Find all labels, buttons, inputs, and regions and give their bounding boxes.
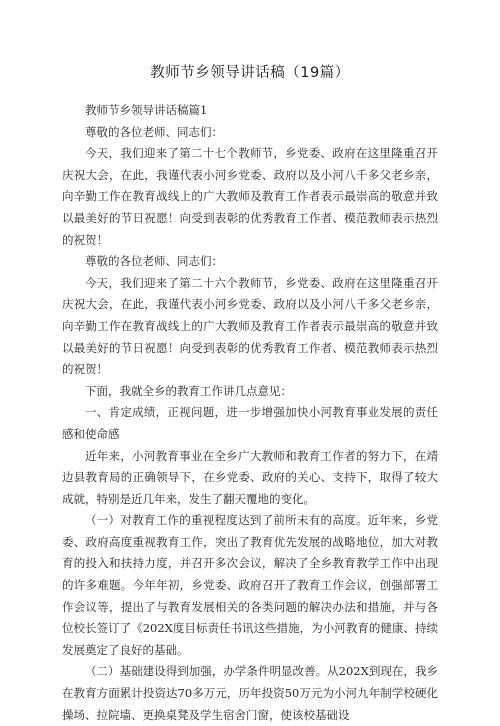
body-paragraph: 下面，我就全乡的教育工作讲几点意见： (85, 383, 292, 398)
document-title: 教师节乡领导讲话稿（19篇） (150, 65, 350, 81)
numbered-heading: 一、肯定成绩，正视问题，进一步增强加快小河教育事业发展的责任感和使命感 (62, 405, 438, 441)
body-paragraph: 今天，我们迎来了第二十六个教师节，乡党委、政府在这里隆重召开庆祝大会，在此，我谨代表小河乡党委、政府以及小河八千多父老乡亲，向辛勤工作在教育战线上的广大教师及教育工作者表示最崇高的敬意并致以最美好的节日祝愿！向受到表彰的优秀教育工作者、模范教师表示热烈的祝贺！ (62, 275, 438, 377)
body-paragraph: （二）基础建设得到加强，办学条件明显改善。从202X到现在，我乡在教育方面累计投资达70多万元，历年投资50万元为小河九年制学校硬化操场、拉院墙、更换桌凳及学生宿舍门窗，使该校基础设 (62, 664, 438, 722)
section-heading: 教师节乡领导讲话稿篇1 (85, 103, 208, 117)
body-paragraph: （一）对教育工作的重视程度达到了前所未有的高度。近年来，乡党委、政府高度重视教育工作，突出了教育优先发展的战略地位，加大对教育的投入和扶持力度，并召开多次会议，解决了全乡教育教学工作中出现的许多难题。今年年初，乡党委、政府召开了教育工作会议，创强部署工作会议等，提出了与教育发展相关的各类问题的解决办法和措施，并与各位校长签订了《202X度目标责任书讯这些措施，为小河教育的健康、持续发展奠定了良好的基础。 (62, 513, 438, 657)
body-paragraph: 近年来，小河教育事业在全乡广大教师和教育工作者的努力下，在靖边县教育局的正确领导下，在乡党委、政府的关心、支持下，取得了较大成就，特别是近几年来，发生了翻天覆地的变化。 (62, 448, 438, 506)
document-body (62, 100, 438, 726)
body-paragraph: 今天，我们迎来了第二十七个教师节，乡党委、政府在这里隆重召开庆祝大会，在此，我谨代表小河乡党委、政府以及小河八千多父老乡亲，向辛勤工作在教育战线上的广大教师及教育工作者表示最崇高的敬意并致以最美好的节日祝愿！向受到表彰的优秀教育工作者、模范教师表示热烈的祝贺！ (62, 146, 438, 247)
salutation: 尊敬的各位老师、同志们： (85, 124, 223, 139)
salutation: 尊敬的各位老师、同志们： (85, 254, 223, 269)
